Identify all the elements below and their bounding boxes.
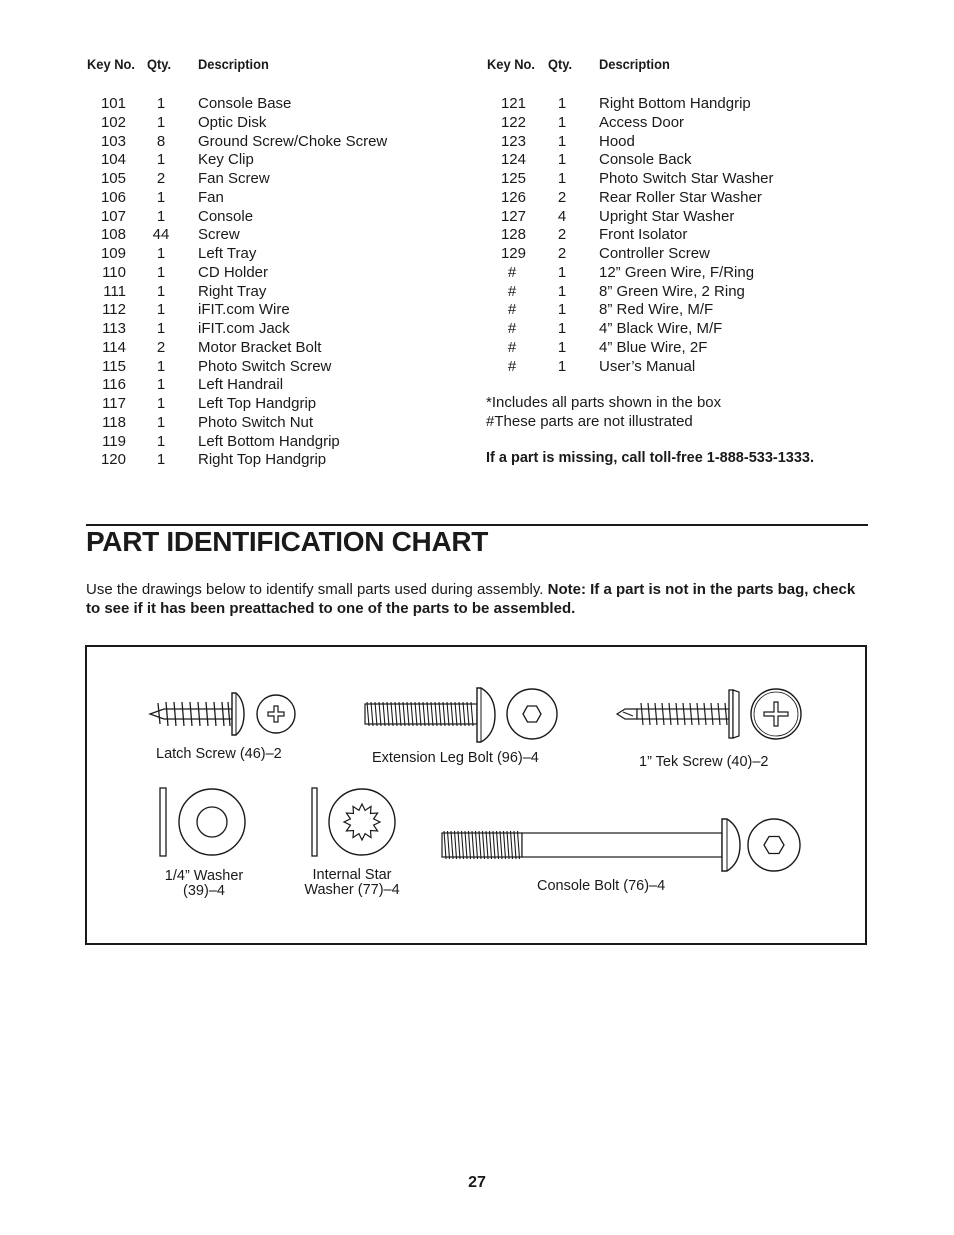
quantity: 1 — [557, 170, 567, 187]
part-description: Photo Switch Star Washer — [599, 170, 774, 187]
part-description: 8” Green Wire, 2 Ring — [599, 282, 745, 300]
quantity: 1 — [156, 320, 166, 337]
key-number: 127 — [500, 207, 526, 225]
quantity: 1 — [156, 451, 166, 469]
quantity: 1 — [156, 376, 166, 394]
quantity: 1 — [156, 301, 166, 319]
quantity: 2 — [156, 170, 166, 187]
latch-screw-caption: Latch Screw (46)–2 — [156, 746, 282, 762]
quantity: 1 — [557, 263, 567, 281]
key-number: 125 — [500, 170, 526, 187]
key-number: 117 — [102, 395, 126, 412]
tek-screw-icon — [615, 686, 805, 742]
part-description: Hood — [599, 132, 635, 150]
key-number: 121 — [500, 95, 526, 112]
part-description: CD Holder — [198, 263, 269, 281]
part-description: Front Isolator — [599, 226, 688, 244]
part-description: 8” Red Wire, M/F — [599, 301, 714, 319]
quantity: 1 — [156, 113, 166, 131]
quantity: 1 — [156, 151, 166, 169]
header-qty-right: Qty. — [548, 56, 573, 72]
key-number: 119 — [102, 432, 126, 450]
section-title: PART IDENTIFICATION CHART — [86, 526, 489, 557]
phillips-screw-icon — [148, 690, 300, 738]
hex-bolt-icon — [363, 688, 559, 742]
part-description: Fan Screw — [198, 170, 270, 187]
washer-icon — [158, 786, 248, 858]
key-number: 123 — [500, 132, 526, 150]
quantity: 2 — [557, 245, 567, 262]
not-illustrated-note: #These parts are not illustrated — [486, 413, 693, 430]
quantity: 2 — [557, 226, 567, 244]
part-description: Right Tray — [198, 282, 267, 300]
page-number: 27 — [468, 1174, 486, 1191]
key-number: 104 — [100, 151, 126, 169]
tek-screw-caption: 1” Tek Screw (40)–2 — [639, 754, 769, 770]
quantity: 1 — [557, 301, 567, 319]
key-number: 113 — [102, 320, 126, 337]
quantity: 1 — [156, 245, 166, 262]
quantity: 1 — [557, 132, 567, 150]
quantity: 1 — [156, 263, 166, 281]
key-number: 102 — [100, 113, 126, 131]
intro-text: Use the drawings below to identify small parts used during assembly. — [86, 581, 544, 598]
part-description: 4” Blue Wire, 2F — [599, 338, 708, 356]
key-number: # — [507, 320, 517, 337]
part-description: Photo Switch Nut — [198, 413, 314, 431]
quantity: 1 — [156, 413, 166, 431]
quantity: 1 — [557, 95, 567, 112]
extension-leg-bolt-caption: Extension Leg Bolt (96)–4 — [372, 750, 539, 766]
header-description-right: Description — [599, 56, 670, 72]
key-number: # — [507, 282, 517, 300]
part-description: Optic Disk — [198, 113, 267, 131]
console-bolt-caption: Console Bolt (76)–4 — [537, 878, 666, 894]
key-number: 128 — [500, 226, 526, 244]
part-description: Key Clip — [198, 151, 254, 169]
part-description: 12” Green Wire, F/Ring — [599, 263, 755, 281]
quantity: 1 — [156, 282, 166, 300]
part-description: Console Back — [599, 151, 692, 169]
part-description: User’s Manual — [599, 357, 696, 375]
key-number: 111 — [103, 282, 126, 300]
part-description: Upright Star Washer — [599, 207, 735, 225]
quantity: 1 — [156, 357, 166, 375]
key-number: # — [507, 263, 517, 281]
key-number: 108 — [100, 226, 126, 244]
part-description: 4” Black Wire, M/F — [599, 320, 723, 337]
quantity: 2 — [557, 188, 567, 206]
header-qty-left: Qty. — [147, 56, 172, 72]
key-number: 107 — [100, 207, 126, 225]
key-number: 124 — [500, 151, 526, 169]
quantity: 1 — [557, 151, 567, 169]
part-description: Motor Bracket Bolt — [198, 338, 322, 356]
star-washer-icon — [311, 786, 397, 858]
quantity: 1 — [557, 320, 567, 337]
quantity: 1 — [557, 357, 567, 375]
part-description: Screw — [198, 226, 240, 244]
part-description: Left Bottom Handgrip — [198, 432, 340, 450]
quantity: 1 — [557, 113, 567, 131]
intro-note: Note: If a part is not in the parts bag, check to see if it has been preattached to one of the parts to be assembled. — [86, 581, 856, 617]
header-description-left: Description — [198, 56, 269, 72]
part-description: Console Base — [198, 95, 292, 112]
missing-part-note: If a part is missing, call toll-free 1-888-533-1333. — [486, 450, 815, 466]
intro-paragraph — [86, 580, 866, 618]
quantity: 44 — [152, 226, 170, 244]
star-washer-caption-line1: Internal Star — [312, 867, 392, 883]
hex-bolt-icon — [440, 817, 802, 873]
washer-caption — [161, 869, 247, 899]
key-number: 109 — [100, 245, 126, 262]
key-number: 116 — [102, 376, 126, 394]
key-number: 105 — [100, 170, 126, 187]
quantity: 8 — [156, 132, 166, 150]
key-number: 120 — [100, 451, 126, 469]
includes-note: *Includes all parts shown in the box — [486, 394, 722, 411]
washer-caption-line2: (39)–4 — [183, 883, 225, 899]
part-description: Rear Roller Star Washer — [599, 188, 762, 206]
key-number: 106 — [100, 188, 126, 206]
key-number: 122 — [500, 113, 526, 131]
part-description: iFIT.com Wire — [198, 301, 290, 319]
key-number: # — [507, 301, 517, 319]
key-number: # — [507, 357, 517, 375]
star-washer-caption — [300, 868, 404, 898]
key-number: 112 — [102, 301, 126, 319]
part-description: Ground Screw/Choke Screw — [198, 132, 388, 150]
quantity: 1 — [156, 207, 166, 225]
part-description: Right Top Handgrip — [198, 451, 327, 469]
part-description: Access Door — [599, 113, 685, 131]
header-key-no-left: Key No. — [87, 56, 135, 72]
key-number: 114 — [102, 338, 126, 356]
quantity: 2 — [156, 338, 166, 356]
star-washer-caption-line2: Washer (77)–4 — [304, 882, 400, 898]
part-description: Left Handrail — [198, 376, 284, 394]
part-description: Fan — [198, 188, 224, 206]
quantity: 1 — [156, 188, 166, 206]
quantity: 1 — [557, 282, 567, 300]
key-number: # — [507, 338, 517, 356]
washer-caption-line1: 1/4” Washer — [164, 868, 244, 884]
key-number: 126 — [500, 188, 526, 206]
part-description: iFIT.com Jack — [198, 320, 290, 337]
quantity: 1 — [156, 95, 166, 112]
part-description: Left Tray — [198, 245, 257, 262]
quantity: 1 — [156, 395, 166, 412]
header-key-no-right: Key No. — [487, 56, 535, 72]
key-number: 115 — [102, 357, 126, 375]
part-description: Controller Screw — [599, 245, 710, 262]
quantity: 1 — [557, 338, 567, 356]
part-description: Right Bottom Handgrip — [599, 95, 751, 112]
part-description: Left Top Handgrip — [198, 395, 317, 412]
key-number: 110 — [102, 263, 126, 281]
key-number: 101 — [100, 95, 126, 112]
key-number: 129 — [500, 245, 526, 262]
part-description: Photo Switch Screw — [198, 357, 332, 375]
key-number: 118 — [102, 413, 126, 431]
part-description: Console — [198, 207, 254, 225]
key-number: 103 — [100, 132, 126, 150]
quantity: 1 — [156, 432, 166, 450]
quantity: 4 — [557, 207, 567, 225]
